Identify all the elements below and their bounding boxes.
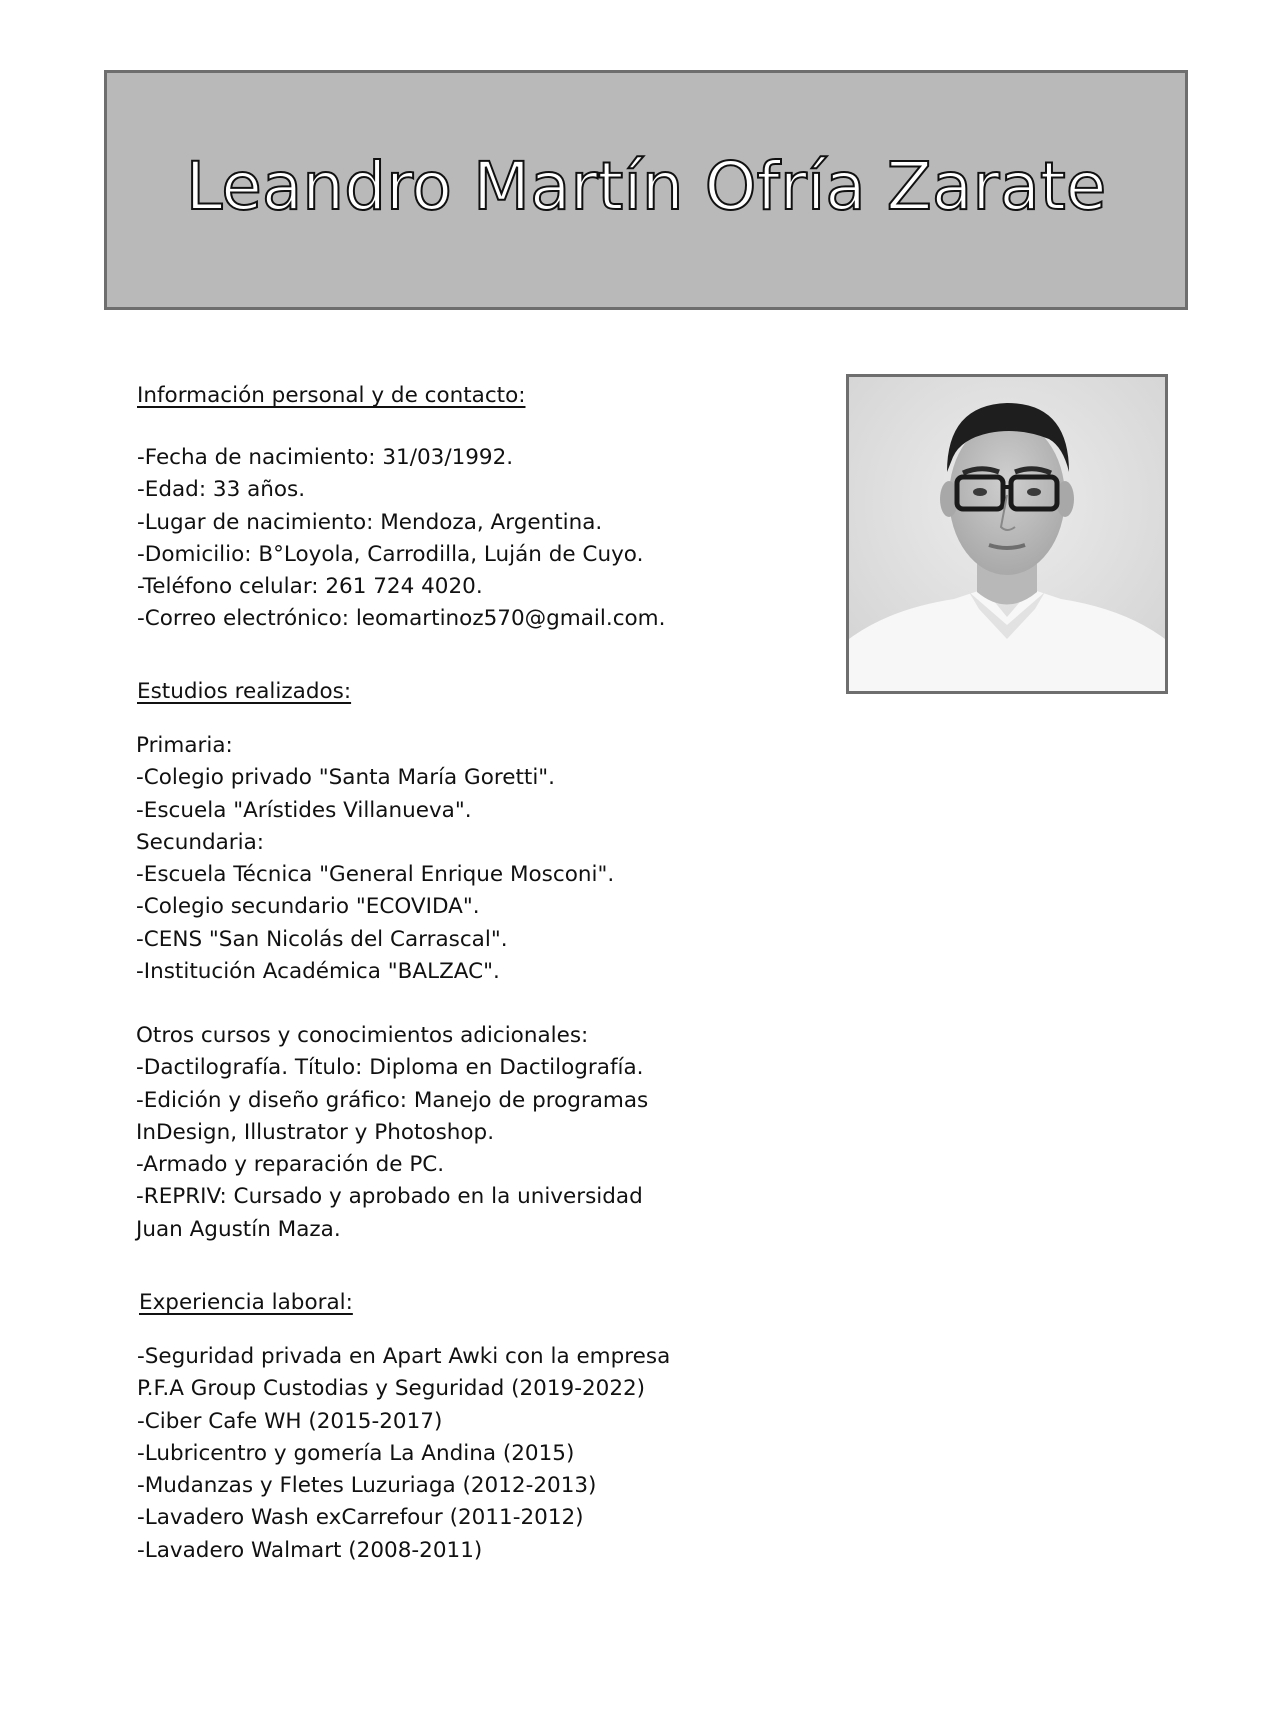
experience-line: -Ciber Cafe WH (2015-2017)	[137, 1408, 443, 1434]
experience-list	[137, 1341, 670, 1567]
profile-photo	[846, 374, 1168, 694]
experience-line: -Mudanzas y Fletes Luzuriaga (2012-2013)	[137, 1473, 597, 1499]
experience-line: P.F.A Group Custodias y Seguridad (2019-2022)	[137, 1376, 646, 1402]
personal-info-heading: Información personal y de contacto:	[137, 383, 526, 408]
education-line: -Institución Académica "BALZAC".	[136, 959, 500, 985]
courses-line: InDesign, Illustrator y Photoshop.	[136, 1119, 495, 1145]
personal-info-line: -Fecha de nacimiento: 31/03/1992.	[137, 445, 514, 470]
courses-line: -Armado y reparación de PC.	[136, 1152, 445, 1178]
experience-line: -Lubricentro y gomería La Andina (2015)	[137, 1440, 575, 1466]
education-line: -CENS "San Nicolás del Carrascal".	[136, 926, 508, 952]
education-line: Primaria:	[136, 733, 233, 758]
education-line: -Colegio privado "Santa María Goretti".	[136, 765, 556, 791]
experience-heading: Experiencia laboral:	[139, 1290, 353, 1315]
education-line: -Colegio secundario "ECOVIDA".	[136, 894, 480, 920]
education-heading: Estudios realizados:	[137, 679, 352, 704]
courses-line: Juan Agustín Maza.	[136, 1216, 341, 1242]
education-line: Secundaria:	[136, 829, 265, 855]
courses-line: Otros cursos y conocimientos adicionales:	[136, 1023, 589, 1048]
personal-info-line: -Teléfono celular: 261 724 4020.	[137, 574, 483, 600]
courses-line: -Edición y diseño gráfico: Manejo de programas	[136, 1087, 649, 1113]
courses-line: -Dactilografía. Título: Diploma en Dactilografía.	[136, 1055, 644, 1081]
person-name: Leandro Martín Ofría Zarate	[185, 148, 1107, 225]
personal-info-list	[137, 442, 665, 636]
education-line: -Escuela "Arístides Villanueva".	[136, 797, 472, 823]
education-line: -Escuela Técnica "General Enrique Mosconi".	[136, 862, 615, 888]
experience-line: -Seguridad privada en Apart Awki con la empresa	[137, 1344, 671, 1369]
header-banner	[104, 70, 1188, 310]
personal-info-line: -Lugar de nacimiento: Mendoza, Argentina.	[137, 509, 603, 535]
personal-info-line: -Edad: 33 años.	[137, 477, 306, 503]
courses-line: -REPRIV: Cursado y aprobado en la universidad	[136, 1184, 643, 1210]
education-list	[136, 730, 614, 988]
experience-line: -Lavadero Wash exCarrefour (2011-2012)	[137, 1505, 584, 1531]
courses-list	[136, 1020, 648, 1246]
personal-info-line: -Correo electrónico: leomartinoz570@gmail.com.	[137, 606, 666, 632]
experience-line: -Lavadero Walmart (2008-2011)	[137, 1537, 483, 1563]
personal-info-line: -Domicilio: B°Loyola, Carrodilla, Luján de Cuyo.	[137, 541, 644, 567]
portrait-image	[849, 377, 1165, 691]
